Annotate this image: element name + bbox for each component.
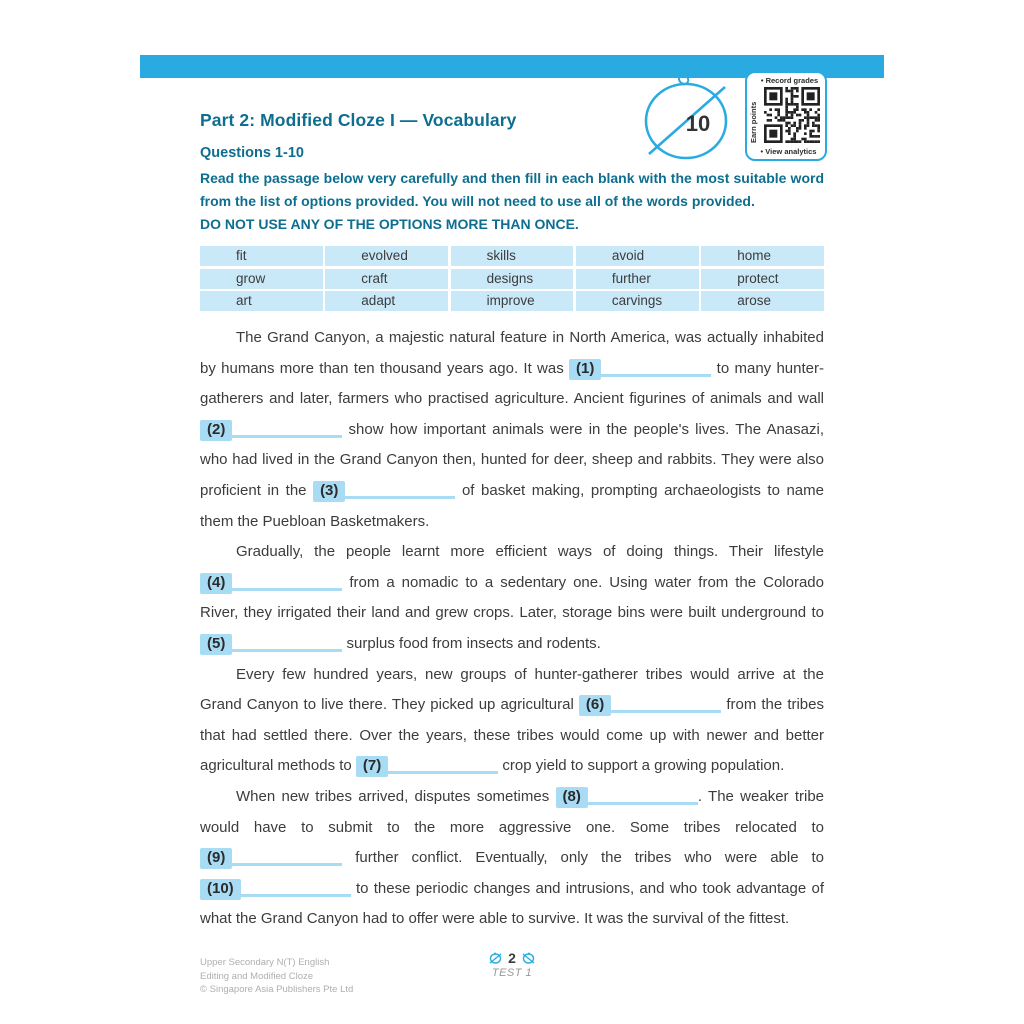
blank-number: (4)	[200, 573, 232, 594]
blank-number: (2)	[200, 420, 232, 441]
word-bank-table	[200, 246, 824, 311]
bullet-icon: •	[760, 147, 764, 156]
blank-answer-line[interactable]	[388, 759, 498, 774]
blank-number: (8)	[556, 787, 588, 808]
word-bank-cell: craft	[325, 269, 448, 289]
imprint-line: Editing and Modified Cloze	[200, 970, 314, 982]
qr-panel	[745, 71, 827, 161]
instructions-emphasis: DO NOT USE ANY OF THE OPTIONS MORE THAN ONCE.	[200, 216, 579, 232]
blank-answer-line[interactable]	[345, 484, 455, 499]
page-marker-icon	[489, 952, 502, 964]
blank-number: (10)	[200, 879, 241, 900]
qr-bottom-label-text: View analytics	[765, 147, 817, 156]
cloze-blank-9	[200, 843, 342, 874]
blank-number: (9)	[200, 848, 232, 869]
passage-paragraph: Every few hundred years, new groups of hunter-gatherer tribes would arrive at the Grand Canyon to live there. They picked up agricultural (6) from the tribes that had settled there. Over the years, these tribes would come up with newer and better agricultural methods to (7) crop yield to support a growing population.	[200, 660, 824, 782]
qr-top-label	[755, 76, 824, 85]
test-label: TEST 1	[491, 967, 533, 979]
blank-number: (5)	[200, 634, 232, 655]
qr-bottom-label	[753, 147, 824, 156]
blank-number: (6)	[579, 695, 611, 716]
imprint-line: Upper Secondary N(T) English	[200, 957, 330, 968]
questions-range-label: Questions 1-10	[200, 145, 304, 161]
word-bank-cell: grow	[200, 269, 323, 289]
word-bank-cell: skills	[451, 246, 574, 266]
word-bank-cell: further	[576, 269, 699, 289]
publisher-imprint	[200, 956, 353, 997]
blank-answer-line[interactable]	[232, 423, 342, 438]
blank-answer-line[interactable]	[601, 362, 711, 377]
blank-number: (1)	[569, 359, 601, 380]
blank-answer-line[interactable]	[241, 882, 351, 897]
cloze-blank-2	[200, 415, 342, 446]
passage-paragraph: The Grand Canyon, a majestic natural feature in North America, was actually inhabited by humans more than ten thousand years ago. It was (1) to many hunter-gatherers and later, farmers who practised agriculture. Ancient figurines of animals and wall (2) show how important animals were in the people's lives. The Anasazi, who had lived in the Grand Canyon then, hunted for deer, sheep and rabbits. They were also proficient in the (3) of basket making, prompting archaeologists to name them the Puebloan Basketmakers.	[200, 329, 824, 530]
word-bank-cell: evolved	[325, 246, 448, 266]
instructions-main: Read the passage below very carefully and then fill in each blank with the most suitable word from the list of options provided. You will not need to use all of the words provided.	[200, 170, 824, 209]
marks-circle-icon	[641, 62, 733, 164]
page-marker-icon	[522, 952, 535, 964]
cloze-blank-3	[313, 476, 455, 507]
word-bank-cell: art	[200, 291, 323, 311]
marks-value: 10	[685, 111, 711, 136]
cloze-blank-7	[356, 751, 498, 782]
blank-number: (7)	[356, 756, 388, 777]
page-number: 2	[508, 950, 516, 966]
qr-top-label-text: Record grades	[765, 76, 819, 85]
word-bank-cell: fit	[200, 246, 323, 266]
qr-side-label-text: Earn points	[749, 101, 758, 143]
cloze-blank-8	[556, 782, 698, 813]
passage-paragraph: When new tribes arrived, disputes sometimes (8) . The weaker tribe would have to submit to the more aggressive one. Some tribes relocated to (9) further conflict. Eventually, only the tribes who were able to (10) to these periodic changes and intrusions, and who took advantage of what the Grand Canyon had to offer were able to survive. It was the survival of the fittest.	[200, 782, 824, 935]
word-bank-cell: arose	[701, 291, 824, 311]
blank-answer-line[interactable]	[232, 637, 342, 652]
footer-page-block	[462, 950, 562, 979]
blank-answer-line[interactable]	[611, 698, 721, 713]
page-title: Part 2: Modified Cloze I — Vocabulary	[200, 110, 517, 130]
passage	[200, 323, 824, 935]
word-bank-cell: designs	[451, 269, 574, 289]
blank-number: (3)	[313, 481, 345, 502]
bullet-icon: •	[760, 76, 764, 85]
word-bank-cell: avoid	[576, 246, 699, 266]
blank-answer-line[interactable]	[232, 576, 342, 591]
cloze-blank-1	[569, 354, 711, 385]
cloze-blank-6	[579, 690, 721, 721]
blank-answer-line[interactable]	[232, 851, 342, 866]
passage-paragraph: Gradually, the people learnt more efficient ways of doing things. Their lifestyle (4) from a nomadic to a sedentary one. Using water from the Colorado River, they irrigated their land and grew crops. Later, storage bins were built underground to (5) surplus food from insects and rodents.	[200, 537, 824, 659]
word-bank-cell: improve	[451, 291, 574, 311]
cloze-blank-4	[200, 568, 342, 599]
blank-answer-line[interactable]	[588, 790, 698, 805]
word-bank-cell: carvings	[576, 291, 699, 311]
cloze-blank-5	[200, 629, 342, 660]
imprint-line: © Singapore Asia Publishers Pte Ltd	[200, 984, 354, 995]
word-bank-cell: home	[701, 246, 824, 266]
word-bank-cell: adapt	[325, 291, 448, 311]
cloze-blank-10	[200, 874, 351, 905]
instructions	[200, 167, 824, 236]
word-bank-cell: protect	[701, 269, 824, 289]
qr-side-label	[749, 102, 758, 143]
qr-code	[764, 87, 820, 143]
